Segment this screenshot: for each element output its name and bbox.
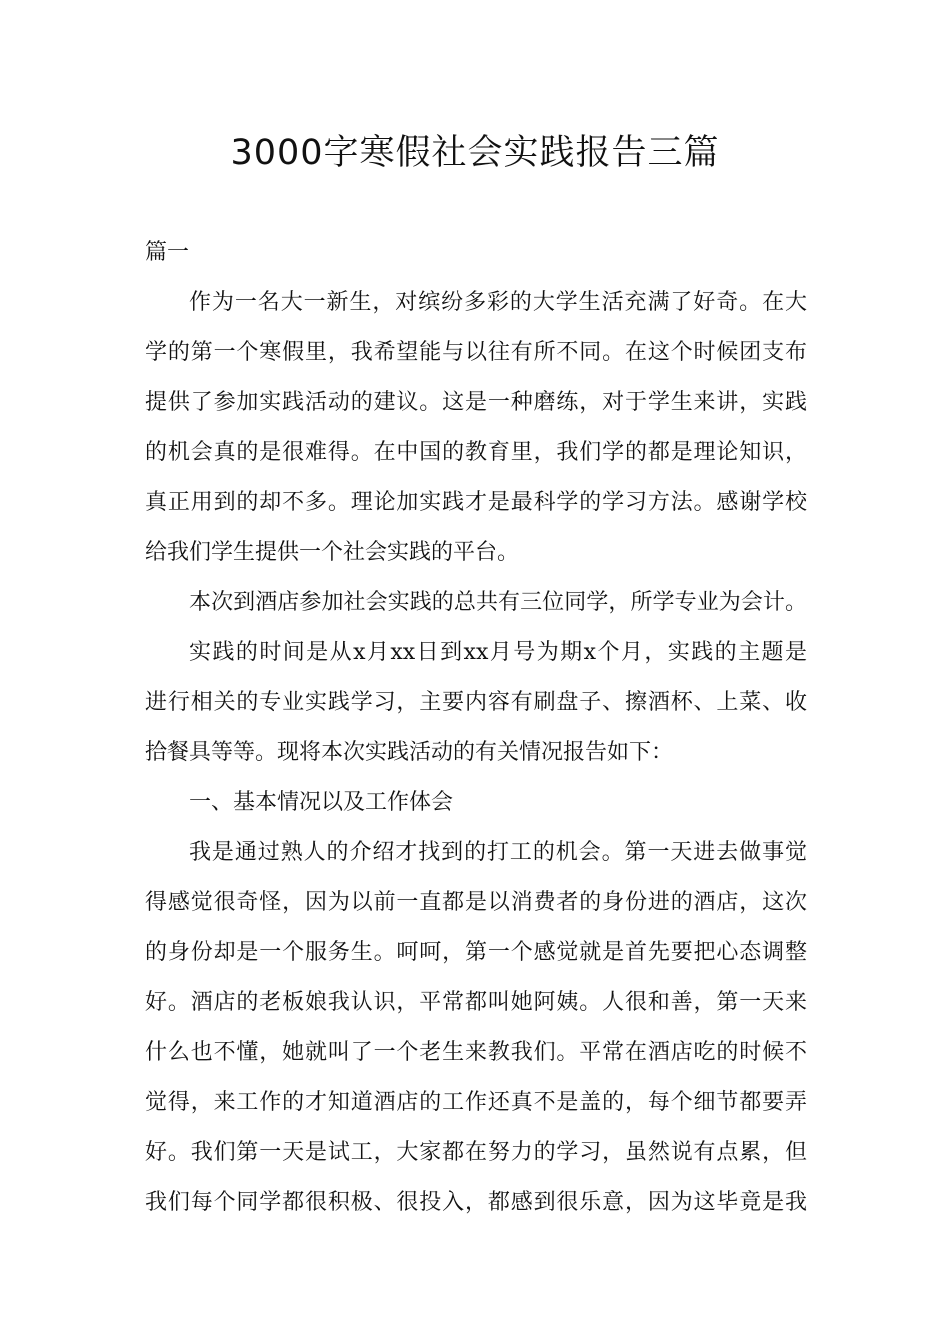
section-label: 篇一: [145, 240, 190, 265]
paragraph-line: 本次到酒店参加社会实践的总共有三位同学，所学专业为会计。: [189, 590, 807, 615]
paragraph-line: 的身份却是一个服务生。呵呵，第一个感觉就是首先要把心态调整: [145, 940, 807, 965]
paragraph-line: 给我们学生提供一个社会实践的平台。: [145, 540, 520, 565]
paragraph-line: 好。酒店的老板娘我认识，平常都叫她阿姨。人很和善，第一天来: [145, 990, 807, 1015]
paragraph-line: 的机会真的是很难得。在中国的教育里，我们学的都是理论知识，: [145, 440, 807, 465]
document-title: 3000字寒假社会实践报告三篇: [230, 133, 720, 173]
paragraph-line: 进行相关的专业实践学习，主要内容有刷盘子、擦酒杯、上菜、收: [145, 690, 807, 715]
paragraph-line: 拾餐具等等。现将本次实践活动的有关情况报告如下：: [145, 740, 674, 765]
paragraph-line: 得感觉很奇怪，因为以前一直都是以消费者的身份进的酒店，这次: [145, 890, 807, 915]
paragraph-line: 我是通过熟人的介绍才找到的打工的机会。第一天进去做事觉: [189, 840, 807, 865]
section-heading: 一、基本情况以及工作体会: [189, 790, 454, 815]
paragraph-line: 实践的时间是从x月xx日到xx月号为期x个月，实践的主题是: [189, 640, 807, 665]
paragraph-line: 觉得，来工作的才知道酒店的工作还真不是盖的，每个细节都要弄: [145, 1090, 807, 1115]
paragraph-line: 好。我们第一天是试工，大家都在努力的学习，虽然说有点累，但: [145, 1140, 807, 1165]
paragraph-line: 提供了参加实践活动的建议。这是一种磨练，对于学生来讲，实践: [145, 390, 807, 415]
document-body: [145, 228, 807, 1228]
paragraph-line: 我们每个同学都很积极、很投入，都感到很乐意，因为这毕竟是我: [145, 1190, 807, 1215]
paragraph-line: 学的第一个寒假里，我希望能与以往有所不同。在这个时候团支布: [145, 340, 807, 365]
paragraph-line: 什么也不懂，她就叫了一个老生来教我们。平常在酒店吃的时候不: [145, 1040, 807, 1065]
paragraph-line: 作为一名大一新生，对缤纷多彩的大学生活充满了好奇。在大: [189, 290, 807, 315]
paragraph-line: 真正用到的却不多。理论加实践才是最科学的学习方法。感谢学校: [145, 490, 807, 515]
